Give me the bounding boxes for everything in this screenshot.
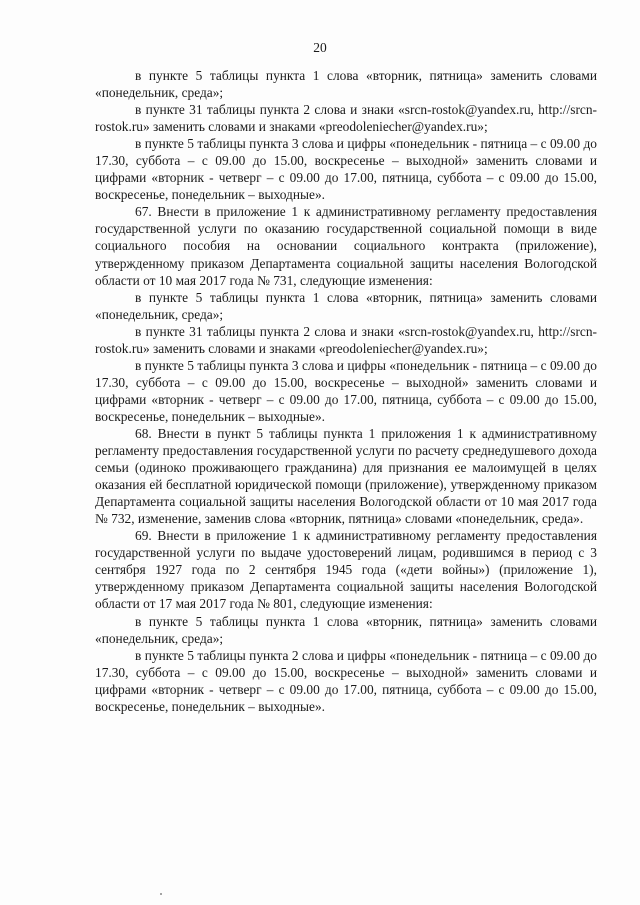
paragraph: в пункте 31 таблицы пункта 2 слова и знаки «srcn-rostok@yandex.ru, http://srcn-rostok.ru» заменить словами и знаками «preodoleniecher@yandex.ru»; bbox=[95, 102, 597, 135]
paragraph: в пункте 31 таблицы пункта 2 слова и знаки «srcn-rostok@yandex.ru, http://srcn-rostok.ru» заменить словами и знаками «preodoleniecher@yandex.ru»; bbox=[95, 323, 597, 356]
paragraph-item-69: 69. Внести в приложение 1 к административному регламенту предоставления государственной услуги по выдаче удостоверений лицам, родившимся в период с 3 сентября 1927 года по 2 сентября 1945 года («дети войны») (приложение 1), утвержденному приказом Департамента социальной защиты населения Вологодской области от 17 мая 2017 года № 801, следующие изменения: bbox=[95, 528, 597, 612]
scan-speck bbox=[160, 893, 162, 895]
paragraph: в пункте 5 таблицы пункта 1 слова «вторник, пятница» заменить словами «понедельник, среда»; bbox=[95, 289, 597, 322]
paragraph: в пункте 5 таблицы пункта 1 слова «вторник, пятница» заменить словами «понедельник, среда»; bbox=[95, 613, 597, 646]
paragraph: в пункте 5 таблицы пункта 1 слова «вторник, пятница» заменить словами «понедельник, среда»; bbox=[95, 68, 597, 101]
paragraph-item-67: 67. Внести в приложение 1 к административному регламенту предоставления государственной услуги по оказанию государственной социальной помощи в виде социального пособия на основании социального контракта (приложение), утвержденному приказом Департамента социальной защиты населения Вологодской области от 10 мая 2017 года № 731, следующие изменения: bbox=[95, 204, 597, 288]
document-body bbox=[95, 67, 597, 715]
paragraph: в пункте 5 таблицы пункта 3 слова и цифры «понедельник - пятница – с 09.00 до 17.30, суббота – с 09.00 до 15.00, воскресенье – выходной» заменить словами и цифрами «вторник - четверг – с 09.00 до 17.00, пятница, суббота – с 09.00 до 15.00, воскресенье, понедельник – выходные». bbox=[95, 136, 597, 203]
paragraph: в пункте 5 таблицы пункта 3 слова и цифры «понедельник - пятница – с 09.00 до 17.30, суббота – с 09.00 до 15.00, воскресенье – выходной» заменить словами и цифрами «вторник - четверг – с 09.00 до 17.00, пятница, суббота – с 09.00 до 15.00, воскресенье, понедельник – выходные». bbox=[95, 357, 597, 424]
paragraph-item-68: 68. Внести в пункт 5 таблицы пункта 1 приложения 1 к административному регламенту предоставления государственной услуги по расчету среднедушевого дохода семьи (одиноко проживающего гражданина) для признания ее малоимущей в целях оказания ей бесплатной юридической помощи (приложение), утвержденному приказом Департамента социальной защиты населения Вологодской области от 10 мая 2017 года № 732, изменение, заменив слова «вторник, пятница» словами «понедельник, среда». bbox=[95, 425, 597, 527]
paragraph: в пункте 5 таблицы пункта 2 слова и цифры «понедельник - пятница – с 09.00 до 17.30, суббота – с 09.00 до 15.00, воскресенье – выходной» заменить словами и цифрами «вторник - четверг – с 09.00 до 17.00, пятница, суббота – с 09.00 до 15.00, воскресенье, понедельник – выходные». bbox=[95, 647, 597, 714]
page-number: 20 bbox=[313, 40, 327, 55]
